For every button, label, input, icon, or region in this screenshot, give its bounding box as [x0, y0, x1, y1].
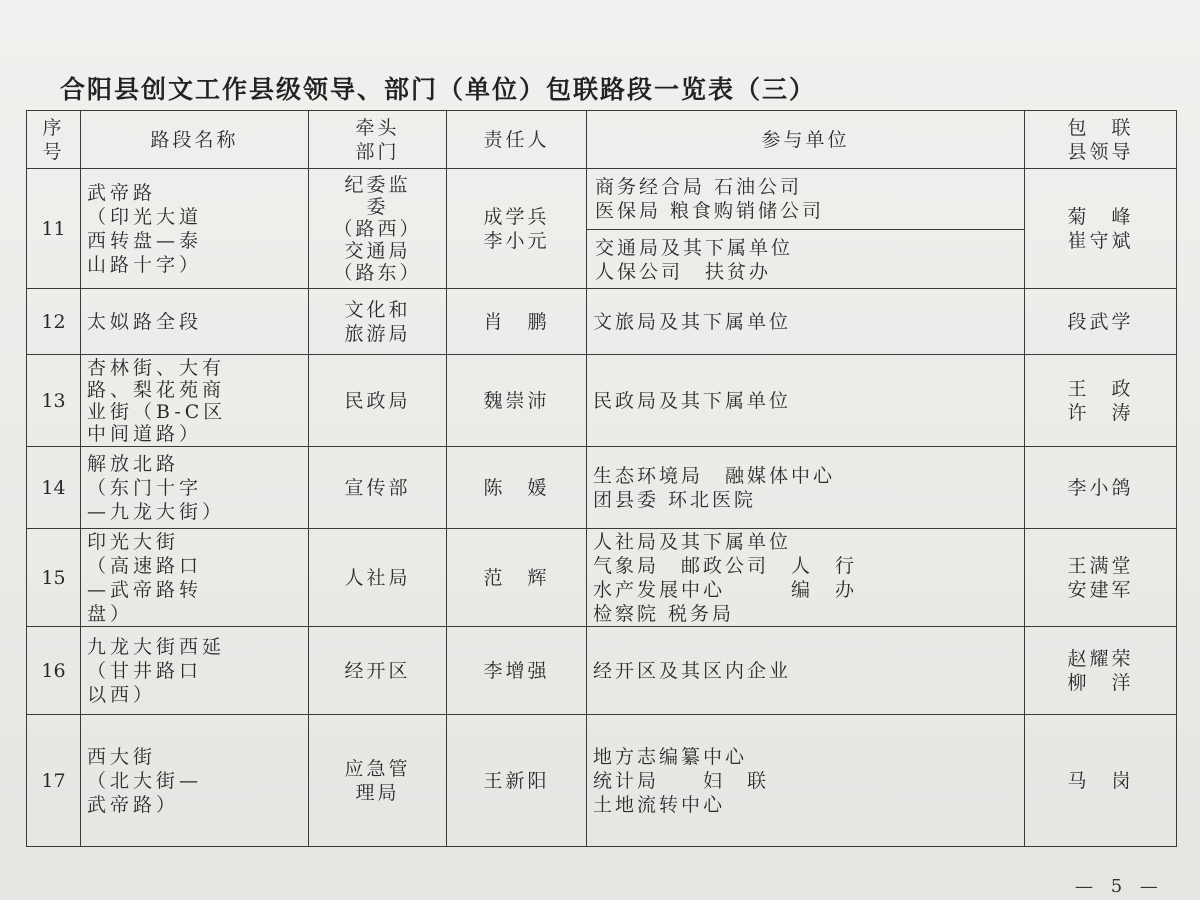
row-seq: 11 — [27, 169, 81, 289]
road-name: 九龙大街西延 （甘井路口 以西） — [81, 627, 309, 715]
lead-department: 应急管 理局 — [309, 715, 447, 847]
county-leader: 马 岗 — [1025, 715, 1177, 847]
county-leader: 段武学 — [1025, 289, 1177, 355]
table-row — [27, 447, 1177, 529]
participants-group-west: 商务经合局 石油公司 医保局 粮食购销储公司 — [587, 169, 1024, 230]
row-seq: 12 — [27, 289, 81, 355]
participating-units — [587, 169, 1025, 289]
road-name: 武帝路 （印光大道 西转盘—泰 山路十字） — [81, 169, 309, 289]
table-row — [27, 529, 1177, 627]
participating-units: 经开区及其区内企业 — [587, 627, 1025, 715]
row-seq: 17 — [27, 715, 81, 847]
participating-units: 人社局及其下属单位 气象局 邮政公司 人 行 水产发展中心 编 办 检察院 税务局 — [587, 529, 1025, 627]
participating-units: 地方志编纂中心 统计局 妇 联 土地流转中心 — [587, 715, 1025, 847]
lead-department: 经开区 — [309, 627, 447, 715]
table-row — [27, 627, 1177, 715]
header-participants: 参与单位 — [587, 111, 1025, 169]
header-leader: 包 联 县领导 — [1025, 111, 1177, 169]
row-seq: 13 — [27, 355, 81, 447]
lead-department: 人社局 — [309, 529, 447, 627]
road-name: 太姒路全段 — [81, 289, 309, 355]
participating-units: 民政局及其下属单位 — [587, 355, 1025, 447]
table-row — [27, 355, 1177, 447]
road-name: 印光大街 （高速路口 —武帝路转 盘） — [81, 529, 309, 627]
responsible-person: 成学兵 李小元 — [447, 169, 587, 289]
lead-department: 文化和 旅游局 — [309, 289, 447, 355]
responsible-person: 魏崇沛 — [447, 355, 587, 447]
row-seq: 14 — [27, 447, 81, 529]
header-row — [27, 111, 1177, 169]
lead-department: 宣传部 — [309, 447, 447, 529]
lead-department: 民政局 — [309, 355, 447, 447]
row-seq: 15 — [27, 529, 81, 627]
participating-units: 文旅局及其下属单位 — [587, 289, 1025, 355]
responsible-person: 范 辉 — [447, 529, 587, 627]
responsible-person: 李增强 — [447, 627, 587, 715]
county-leader: 李小鸽 — [1025, 447, 1177, 529]
county-leader: 王 政 许 涛 — [1025, 355, 1177, 447]
road-name: 解放北路 （东门十字 —九龙大街） — [81, 447, 309, 529]
table-row — [27, 289, 1177, 355]
page-number: — 5 — — [1075, 876, 1164, 897]
road-name: 杏林街、大有 路、梨花苑商 业街（B-C区 中间道路） — [81, 355, 309, 447]
header-road: 路段名称 — [81, 111, 309, 169]
table-row — [27, 169, 1177, 289]
responsible-person: 肖 鹏 — [447, 289, 587, 355]
header-responsible: 责任人 — [447, 111, 587, 169]
header-lead: 牵头 部门 — [309, 111, 447, 169]
participating-units: 生态环境局 融媒体中心 团县委 环北医院 — [587, 447, 1025, 529]
participants-group-east: 交通局及其下属单位 人保公司 扶贫办 — [595, 237, 794, 283]
county-leader: 赵耀荣 柳 洋 — [1025, 627, 1177, 715]
road-name: 西大街 （北大街— 武帝路） — [81, 715, 309, 847]
responsible-person: 陈 媛 — [447, 447, 587, 529]
header-seq: 序 号 — [27, 111, 81, 169]
county-leader: 王满堂 安建军 — [1025, 529, 1177, 627]
county-leader: 菊 峰 崔守斌 — [1025, 169, 1177, 289]
document-title: 合阳县创文工作县级领导、部门（单位）包联路段一览表（三） — [60, 75, 817, 104]
row-seq: 16 — [27, 627, 81, 715]
lead-department: 纪委监 委 （路西） 交通局 （路东） — [309, 169, 447, 289]
assignment-table — [26, 110, 1177, 847]
responsible-person: 王新阳 — [447, 715, 587, 847]
table-row — [27, 715, 1177, 847]
